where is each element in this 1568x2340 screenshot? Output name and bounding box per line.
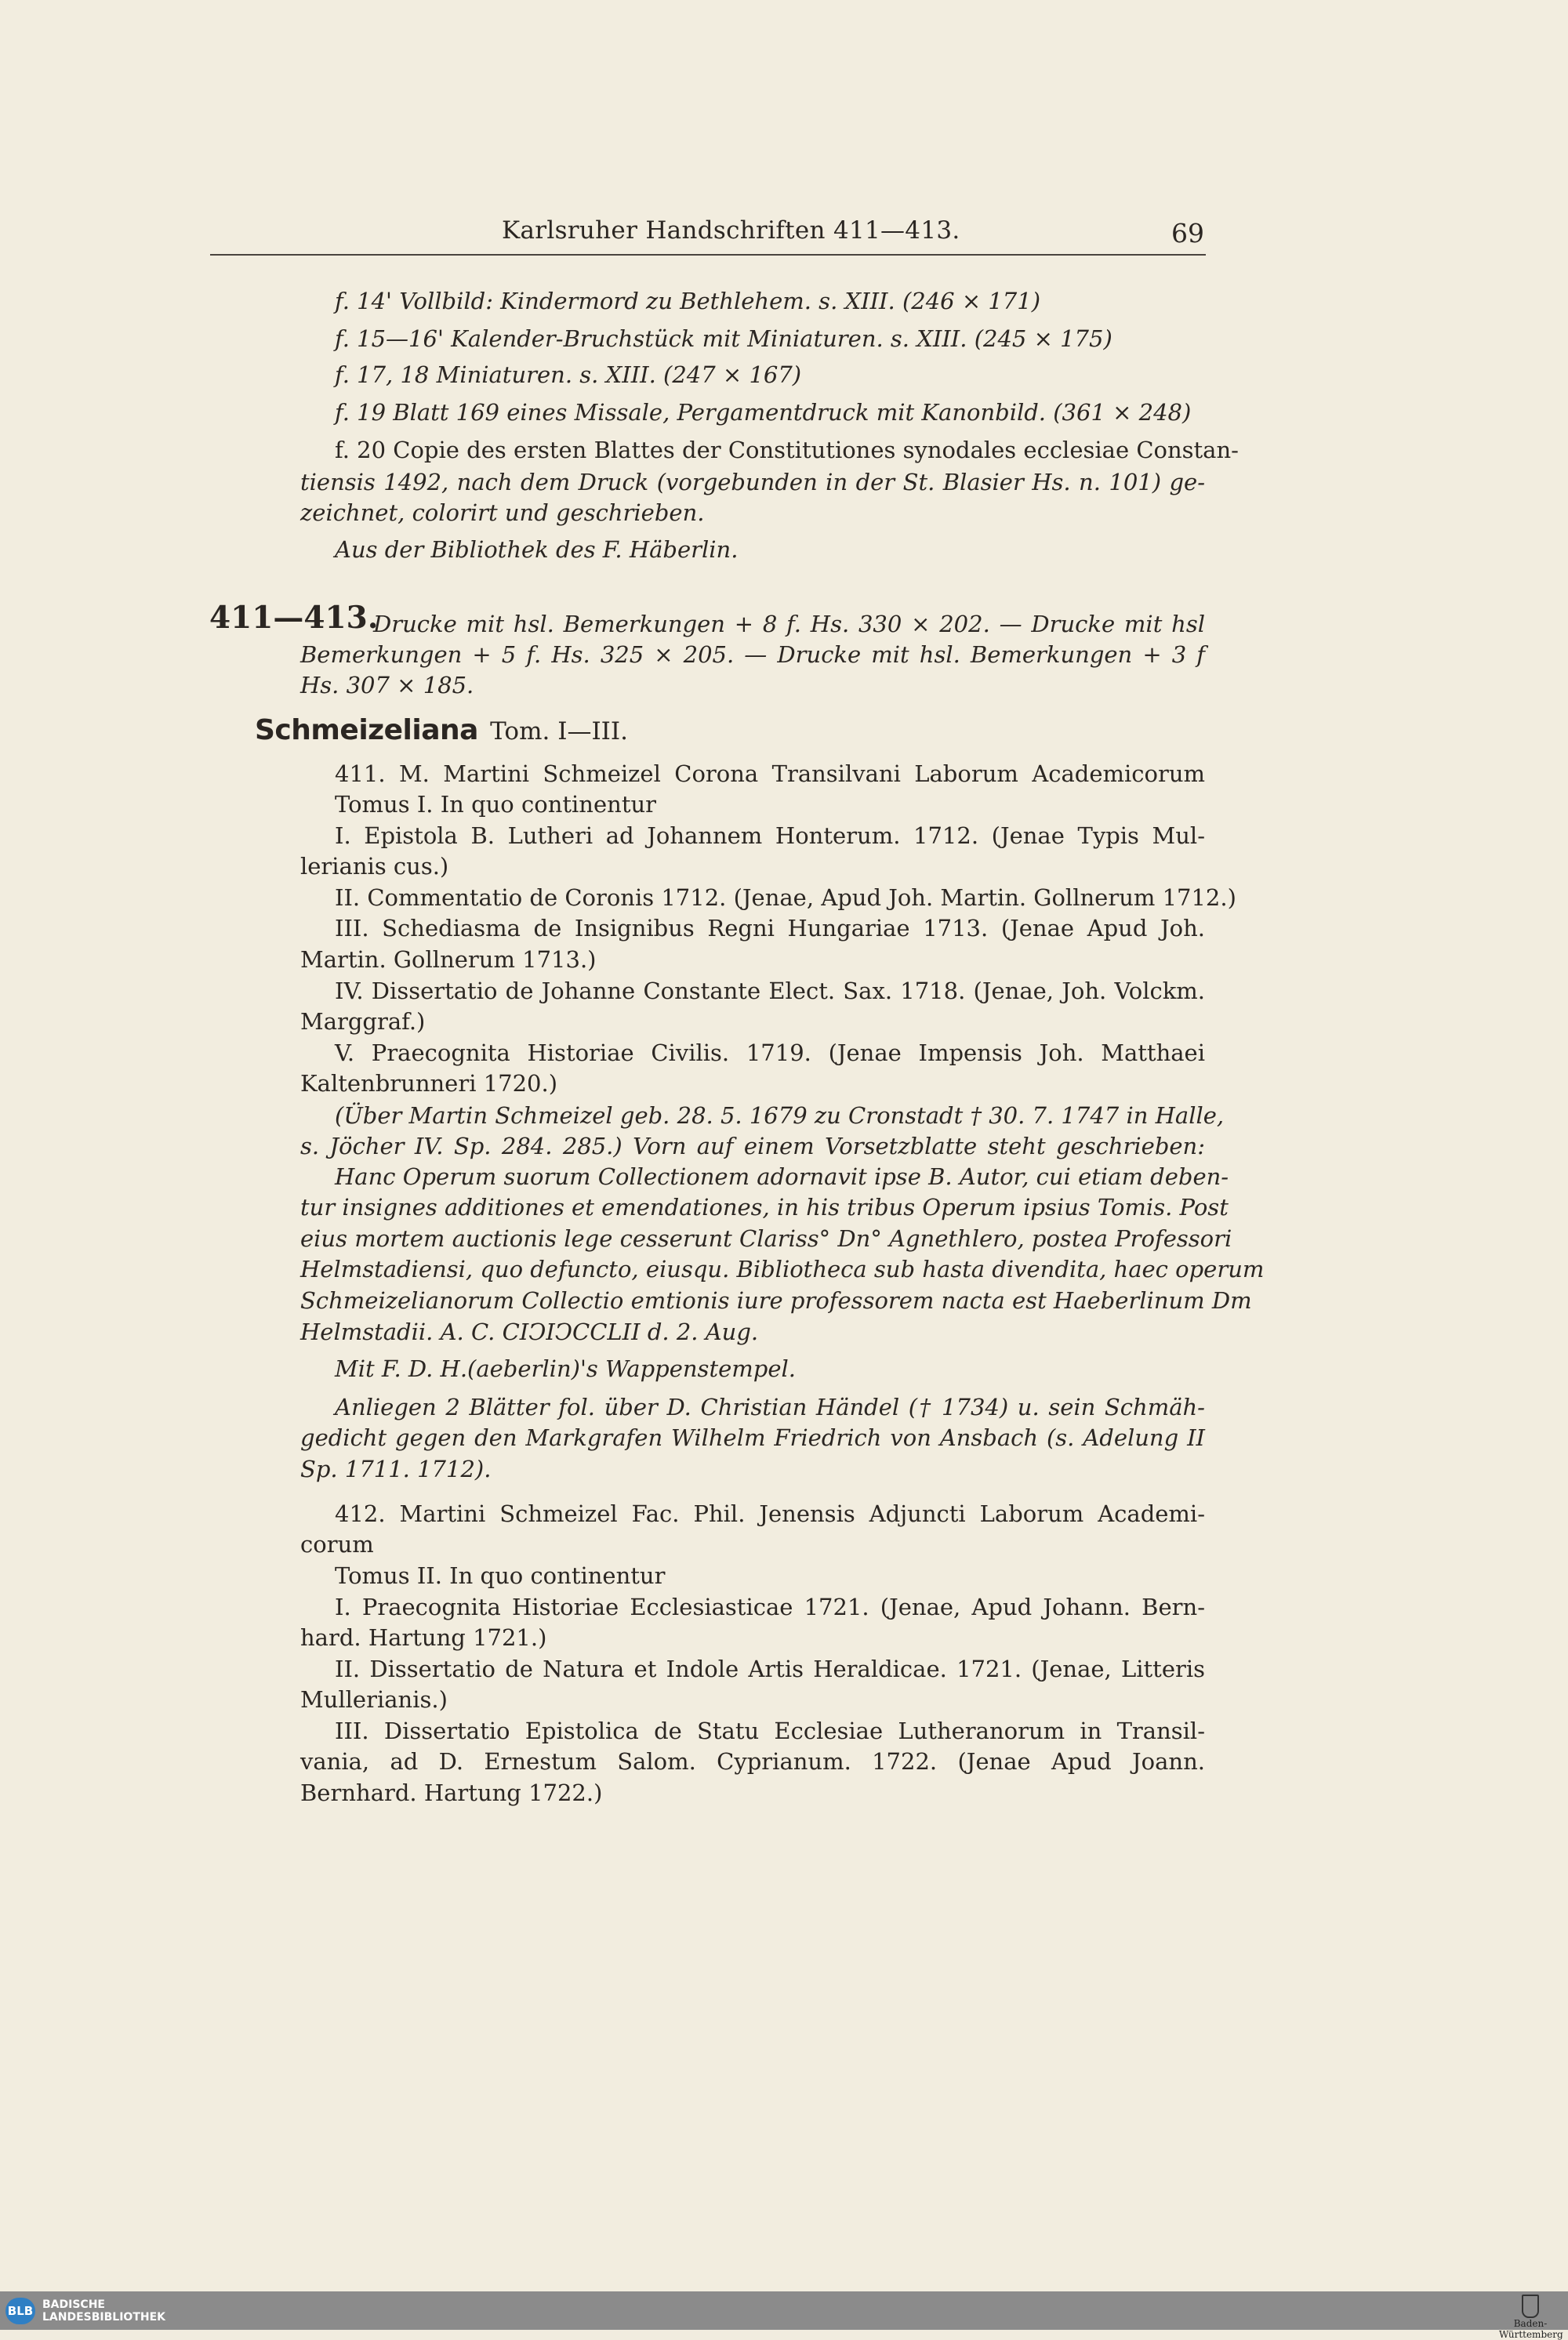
tom1-line: Marggraf.) (300, 1008, 426, 1035)
folio-line: f. 19 Blatt 169 eines Missale, Pergamentdruck mit Kanonbild. (361 × 248) (335, 399, 1192, 426)
entry-line: Drucke mit hsl. Bemerkungen + 8 f. Hs. 330 × 202. — Drucke mit hsl (373, 611, 1205, 637)
note-line: Mit F. D. H.(aeberlin)'s Wappenstempel. (335, 1355, 796, 1382)
running-header (210, 210, 1206, 256)
folio-line: f. 15—16' Kalender-Bruchstück mit Miniaturen. s. XIII. (245 × 175) (335, 325, 1112, 352)
tom1-line: 411. M. Martini Schmeizel Corona Transilvani Laborum Academicorum (335, 760, 1205, 787)
note-line: Helmstadiensi, quo defuncto, eiusqu. Bibliotheca sub hasta divendita, haec operum (300, 1256, 1265, 1282)
tom1-line: III. Schediasma de Insignibus Regni Hungariae 1713. (Jenae Apud Joh. (335, 915, 1205, 941)
tom1-line: V. Praecognita Historiae Civilis. 1719. (Jenae Impensis Joh. Matthaei (335, 1039, 1205, 1066)
blb-logo: BLB (5, 2298, 35, 2324)
note-line: tur insignes additiones et emendationes, in his tribus Operum ipsius Tomis. Post (300, 1194, 1229, 1221)
tom2-line: corum (300, 1531, 374, 1558)
folio-line: tiensis 1492, nach dem Druck (vorgebunden in der St. Blasier Hs. n. 101) ge- (300, 469, 1205, 495)
tom2-line: Tomus II. In quo continentur (335, 1562, 666, 1589)
header-title: Karlsruher Handschriften 411—413. (502, 216, 960, 245)
note-line: Schmeizelianorum Collectio emtionis iure professorem nacta est Haeberlinum Dm (300, 1287, 1252, 1314)
note-line: (Über Martin Schmeizel geb. 28. 5. 1679 zu Cronstadt † 30. 7. 1747 in Halle, (335, 1102, 1225, 1129)
tom1-line: lerianis cus.) (300, 853, 449, 880)
note-line: Helmstadii. A. C. CIↃIↃCCLII d. 2. Aug. (300, 1319, 759, 1345)
crest-icon (1522, 2295, 1539, 2318)
entry-line: Hs. 307 × 185. (300, 672, 474, 698)
library-name: BADISCHE LANDESBIBLIOTHEK (42, 2298, 166, 2324)
library-footer-bar (0, 2291, 1568, 2340)
state-logo (1499, 2295, 1562, 2340)
entry-line: Bemerkungen + 5 f. Hs. 325 × 205. — Drucke mit hsl. Bemerkungen + 3 f (300, 641, 1205, 668)
state-name: Baden-Württemberg (1499, 2318, 1563, 2340)
tom2-line: Bernhard. Hartung 1722.) (300, 1779, 603, 1806)
note-line: eius mortem auctionis lege cesserunt Clariss° Dn° Agnethlero, postea Professori (300, 1225, 1232, 1252)
tom1-line: Kaltenbrunneri 1720.) (300, 1070, 558, 1097)
tom2-line: 412. Martini Schmeizel Fac. Phil. Jenensis Adjuncti Laborum Academi- (335, 1500, 1205, 1527)
tom1-line: Tomus I. In quo continentur (335, 791, 657, 818)
tom1-line: Martin. Gollnerum 1713.) (300, 946, 597, 973)
tom2-line: hard. Hartung 1721.) (300, 1624, 547, 1651)
provenance-line: Aus der Bibliothek des F. Häberlin. (335, 536, 739, 563)
folio-line: f. 17, 18 Miniaturen. s. XIII. (247 × 167) (335, 361, 802, 388)
section-subtitle: Tom. I—III. (490, 717, 629, 746)
tom2-line: Mullerianis.) (300, 1686, 448, 1713)
note-line: s. Jöcher IV. Sp. 284. 285.) Vorn auf einem Vorsetzblatte steht geschrieben: (300, 1133, 1205, 1159)
note-line: Hanc Operum suorum Collectionem adornavit ipse B. Autor, cui etiam deben- (335, 1163, 1229, 1190)
section-heading (255, 715, 628, 747)
folio-line: zeichnet, colorirt und geschrieben. (300, 499, 705, 526)
page-number: 69 (1171, 218, 1204, 249)
note-line: Anliegen 2 Blätter fol. über D. Christian Händel († 1734) u. sein Schmäh- (335, 1394, 1205, 1420)
folio-line: f. 14' Vollbild: Kindermord zu Bethlehem. s. XIII. (246 × 171) (335, 288, 1041, 314)
entry-number: 411—413. (209, 600, 379, 636)
note-line: Sp. 1711. 1712). (300, 1456, 492, 1482)
section-title: Schmeizeliana (255, 714, 478, 746)
tom2-line: III. Dissertatio Epistolica de Statu Ecclesiae Lutheranorum in Transil- (335, 1718, 1205, 1744)
folio-line: f. 20 Copie des ersten Blattes der Constitutiones synodales ecclesiae Constan- (335, 437, 1239, 463)
tom2-line: II. Dissertatio de Natura et Indole Artis Heraldicae. 1721. (Jenae, Litteris (335, 1656, 1205, 1682)
tom2-line: I. Praecognita Historiae Ecclesiasticae 1721. (Jenae, Apud Johann. Bern- (335, 1594, 1205, 1620)
tom2-line: vania, ad D. Ernestum Salom. Cyprianum. 1722. (Jenae Apud Joann. (300, 1748, 1205, 1775)
note-line: gedicht gegen den Markgrafen Wilhelm Friedrich von Ansbach (s. Adelung II (300, 1424, 1205, 1451)
tom1-line: II. Commentatio de Coronis 1712. (Jenae, Apud Joh. Martin. Gollnerum 1712.) (335, 884, 1236, 911)
tom1-line: IV. Dissertatio de Johanne Constante Elect. Sax. 1718. (Jenae, Joh. Volckm. (335, 978, 1205, 1004)
tom1-line: I. Epistola B. Lutheri ad Johannem Honterum. 1712. (Jenae Typis Mul- (335, 822, 1205, 849)
